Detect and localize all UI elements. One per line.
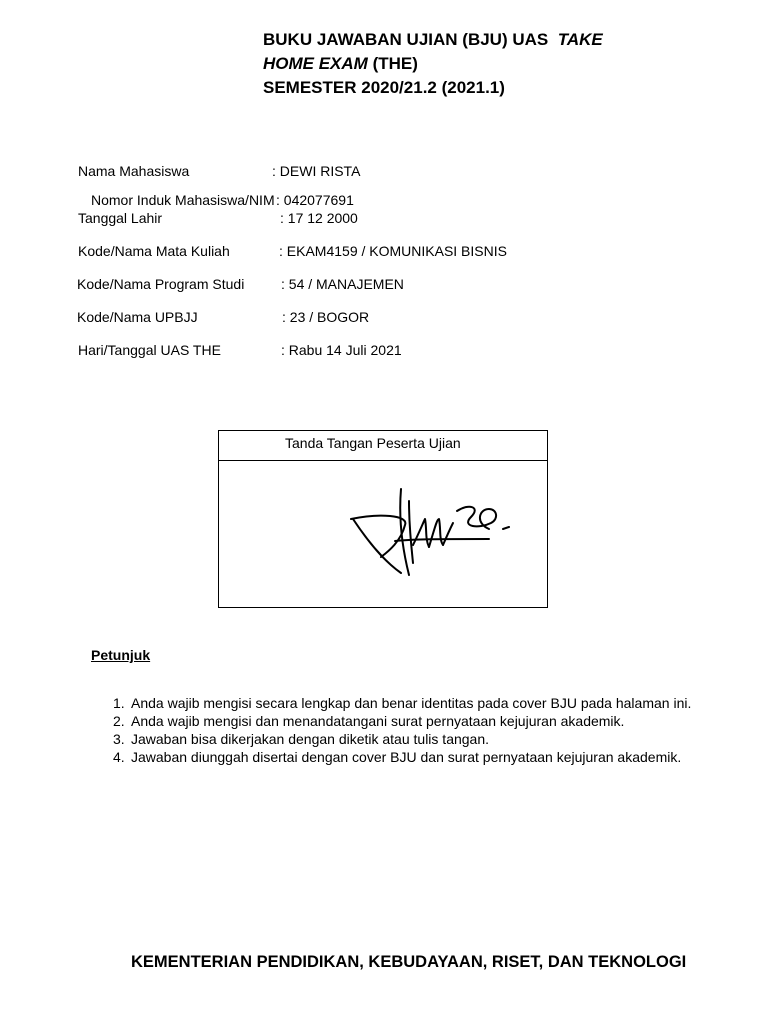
instruction-list: [113, 694, 692, 766]
instruction-text: Jawaban diunggah disertai dengan cover BJU dan surat pernyataan kejujuran akademik.: [131, 749, 682, 765]
instruction-item: [113, 712, 691, 730]
title-italic-take: TAKE: [557, 30, 603, 49]
field-label: Nama Mahasiswa: [78, 163, 190, 179]
field-label: Nomor Induk Mahasiswa/NIM: [91, 192, 275, 208]
title-line-3: SEMESTER 2020/21.2 (2021.1): [263, 78, 505, 97]
instruction-number: 2.: [113, 713, 125, 729]
instruction-item: [113, 748, 691, 766]
instruction-number: 1.: [113, 695, 125, 711]
title-prefix: BUKU JAWABAN UJIAN (BJU) UAS: [263, 30, 549, 49]
instruction-text: Anda wajib mengisi dan menandatangani surat pernyataan kejujuran akademik.: [131, 713, 625, 729]
signature-box: [218, 430, 548, 608]
title-line-1: [263, 28, 603, 52]
field-value: : DEWI RISTA: [272, 163, 361, 179]
signature-image: [339, 483, 519, 583]
instruction-number: 3.: [113, 731, 125, 747]
petunjuk-heading: Petunjuk: [91, 647, 151, 663]
title-suffix: (THE): [372, 54, 418, 73]
field-value: : 54 / MANAJEMEN: [281, 276, 404, 292]
document-title: [263, 28, 603, 100]
instruction-text: Anda wajib mengisi secara lengkap dan benar identitas pada cover BJU pada halaman ini.: [131, 695, 692, 711]
instruction-text: Jawaban bisa dikerjakan dengan diketik atau tulis tangan.: [131, 731, 490, 747]
field-value: : 17 12 2000: [280, 210, 358, 226]
title-italic-home-exam: HOME EXAM: [263, 54, 368, 73]
instruction-item: [113, 694, 692, 712]
signature-heading: Tanda Tangan Peserta Ujian: [219, 431, 547, 461]
title-line-2: [263, 52, 603, 76]
field-label: Tanggal Lahir: [78, 210, 163, 226]
field-label: Kode/Nama UPBJJ: [77, 309, 198, 325]
ministry-footer: KEMENTERIAN PENDIDIKAN, KEBUDAYAAN, RISET, DAN TEKNOLOGI: [131, 953, 687, 971]
field-label: Kode/Nama Program Studi: [77, 276, 245, 292]
field-value: : 042077691: [276, 192, 354, 208]
field-value: : 23 / BOGOR: [282, 309, 370, 325]
instruction-number: 4.: [113, 749, 125, 765]
instruction-item: [113, 730, 691, 748]
field-value: : Rabu 14 Juli 2021: [281, 342, 402, 358]
field-label: Kode/Nama Mata Kuliah: [78, 243, 230, 259]
field-label: Hari/Tanggal UAS THE: [78, 342, 221, 358]
field-value: : EKAM4159 / KOMUNIKASI BISNIS: [279, 243, 507, 259]
